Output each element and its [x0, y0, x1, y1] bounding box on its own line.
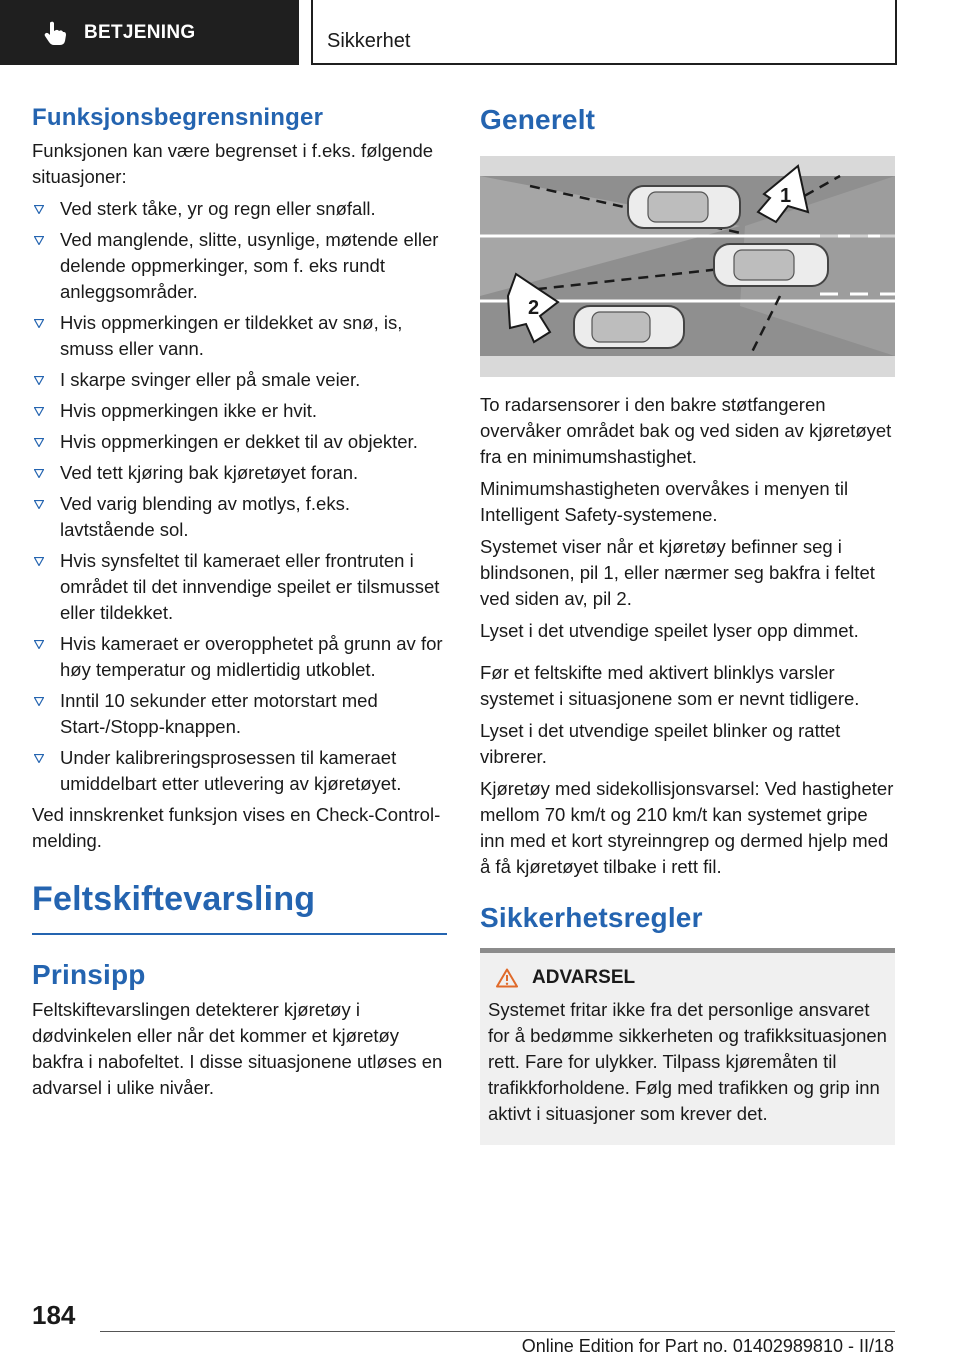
- triangle-bullet-icon: [34, 557, 44, 566]
- general-paragraph: Systemet viser når et kjøretøy befinner seg i blindsonen, pil 1, eller nærmer seg bakfra i feltet ved siden av, pil 2.: [480, 536, 875, 609]
- limits-list: [32, 196, 447, 797]
- general-paragraph: To radarsensorer i den bakre støtfangeren overvåker området bak og ved siden av kjøretøyet fra en minimumshastighet.: [480, 394, 892, 467]
- warning-title: ADVARSEL: [532, 967, 636, 988]
- footer-rule: [100, 1331, 895, 1332]
- triangle-bullet-icon: [34, 438, 44, 447]
- list-item: Under kalibreringsprosessen til kameraet umiddelbart etter utlevering av kjøretøyet.: [32, 745, 447, 797]
- list-item: I skarpe svinger eller på smale veier.: [32, 367, 447, 393]
- car-rear: [574, 306, 684, 348]
- triangle-bullet-icon: [34, 640, 44, 649]
- arrow-2-label: 2: [528, 297, 540, 319]
- limits-outro: Ved innskrenket funksjon vises en Check-Control-melding.: [32, 804, 441, 851]
- principle-text: Feltskiftevarslingen detekterer kjøretøy i dødvinkelen eller når det kommer et kjøretøy bakfra i nabofeltet. I disse situasjonene utløses en advarsel i ulike nivåer.: [32, 999, 443, 1098]
- limits-heading: Funksjonsbegrensninger: [32, 104, 324, 131]
- blind-spot-diagram: [480, 156, 895, 377]
- edition-note: Online Edition for Part no. 01402989810 - II/18: [521, 1336, 894, 1356]
- general-paragraph: Kjøretøy med sidekollisjonsvarsel: Ved hastigheter mellom 70 km/t og 210 km/t kan systemet gripe inn med et kort styreinngrep og dermed hjelp med å få kjøretøyet tilbake i rett fil.: [480, 778, 894, 877]
- warning-text: Systemet fritar ikke fra det personlige ansvaret for å bedømme sikkerheten og trafikksituasjonen rett. Fare for ulykker. Tilpass kjøremåten til trafikkforholdene. Følg med trafikken og grip inn aktivt i situasjoner som krever det.: [488, 999, 887, 1124]
- car-top: [628, 186, 740, 228]
- triangle-bullet-icon: [34, 236, 44, 245]
- left-column: [32, 100, 447, 1107]
- arrow-1-label: 1: [780, 185, 792, 207]
- list-item: Hvis oppmerkingen er dekket til av objekter.: [32, 429, 447, 455]
- list-item: Ved tett kjøring bak kjøretøyet foran.: [32, 460, 447, 486]
- warning-triangle-icon: [496, 968, 518, 988]
- list-item: Hvis oppmerkingen er tildekket av snø, is, smuss eller vann.: [32, 310, 447, 362]
- section-tab: [0, 0, 299, 65]
- chapter-tab: [311, 0, 897, 65]
- car-own: [714, 244, 828, 286]
- list-item: Ved sterk tåke, yr og regn eller snøfall.: [32, 196, 447, 222]
- main-heading: Feltskiftevarsling: [32, 880, 316, 918]
- list-item: Hvis kameraet er overopphetet på grunn av for høy temperatur og midlertidig utkoblet.: [32, 631, 447, 683]
- general-paragraph: Lyset i det utvendige speilet blinker og rattet vibrerer.: [480, 720, 841, 767]
- limits-intro: Funksjonen kan være begrenset i f.eks. følgende situasjoner:: [32, 140, 434, 187]
- chapter-title: Sikkerhet: [327, 30, 411, 52]
- list-item: Hvis synsfeltet til kameraet eller frontruten i området til det innvendige speilet er tilsmusset eller tildekket.: [32, 548, 447, 626]
- safety-heading: Sikkerhetsregler: [480, 902, 703, 933]
- triangle-bullet-icon: [34, 376, 44, 385]
- list-item: Hvis oppmerkingen ikke er hvit.: [32, 398, 447, 424]
- triangle-bullet-icon: [34, 469, 44, 478]
- principle-heading: Prinsipp: [32, 959, 146, 990]
- general-paragraph: Lyset i det utvendige speilet lyser opp dimmet.: [480, 620, 859, 641]
- triangle-bullet-icon: [34, 754, 44, 763]
- list-item: Inntil 10 sekunder etter motorstart med Start-/Stopp-knappen.: [32, 688, 447, 740]
- hand-pointer-icon: [42, 20, 68, 46]
- right-column: [480, 100, 895, 1145]
- list-item: Ved varig blending av motlys, f.eks. lavtstående sol.: [32, 491, 447, 543]
- section-title: BETJENING: [84, 21, 196, 43]
- triangle-bullet-icon: [34, 407, 44, 416]
- triangle-bullet-icon: [34, 500, 44, 509]
- page-number: 184: [32, 1300, 76, 1330]
- heading-rule: [32, 933, 447, 935]
- general-heading: Generelt: [480, 104, 596, 135]
- triangle-bullet-icon: [34, 205, 44, 214]
- triangle-bullet-icon: [34, 697, 44, 706]
- general-paragraph: Før et feltskifte med aktivert blinklys varsler systemet i situasjonene som er nevnt tidligere.: [480, 662, 860, 709]
- triangle-bullet-icon: [34, 319, 44, 328]
- warning-box: [480, 953, 895, 1145]
- general-paragraph: Minimumshastigheten overvåkes i menyen til Intelligent Safety-systemene.: [480, 478, 849, 525]
- list-item: Ved manglende, slitte, usynlige, møtende eller delende oppmerkinger, som f. eks rundt anleggsområder.: [32, 227, 447, 305]
